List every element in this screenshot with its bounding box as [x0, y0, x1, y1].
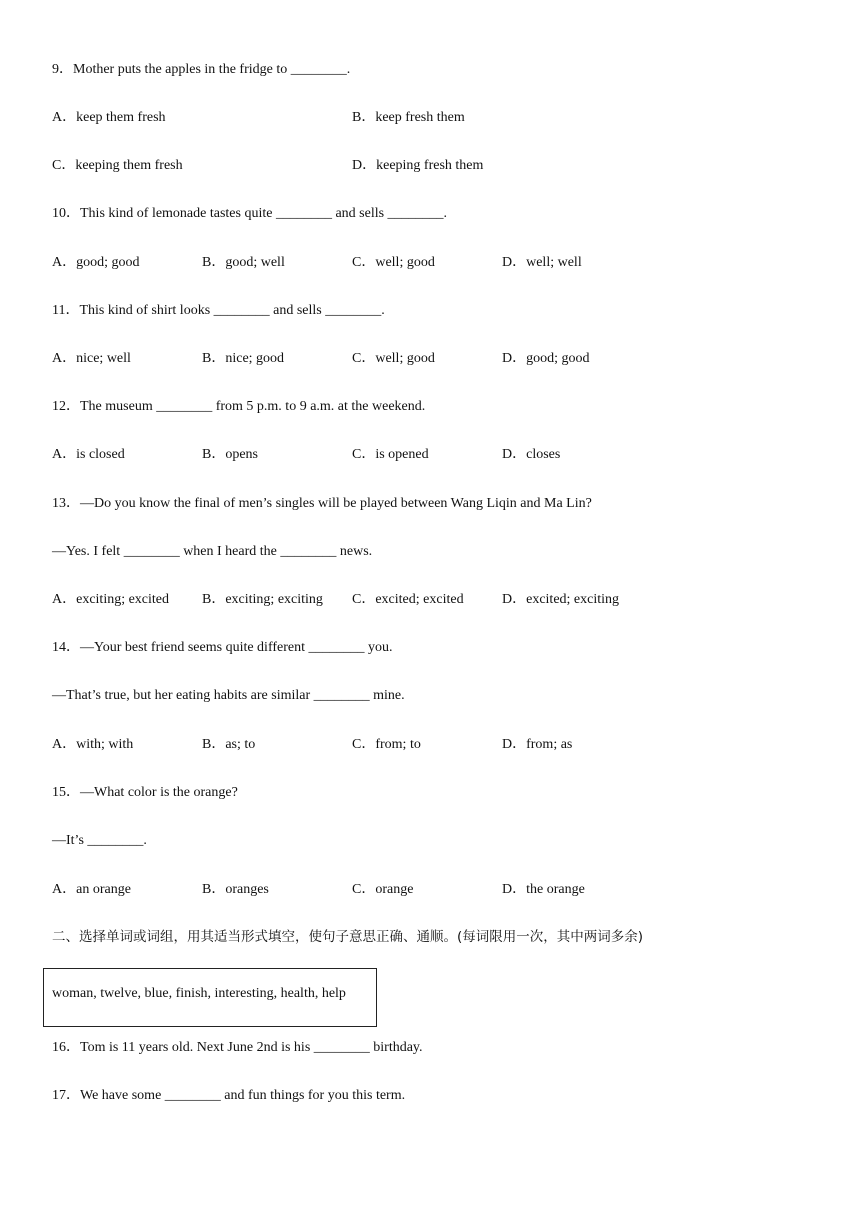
- question-9-option-d: D．keeping fresh them: [352, 158, 484, 173]
- question-14-option-c: C．from; to: [352, 737, 421, 752]
- question-12-option-c: C．is opened: [352, 447, 429, 462]
- question-9-option-c: C．keeping them fresh: [52, 158, 183, 173]
- question-11-option-a: A．nice; well: [52, 351, 131, 366]
- question-14-stem: 14．—Your best friend seems quite different ________ you.: [52, 640, 393, 655]
- question-15-option-b: B．oranges: [202, 882, 269, 897]
- question-14-option-a: A．with; with: [52, 737, 134, 752]
- word-bank-box: [43, 968, 377, 1027]
- question-15-reply: —It’s ________.: [52, 833, 147, 848]
- question-11-option-b: B．nice; good: [202, 351, 285, 366]
- question-11-stem: 11．This kind of shirt looks ________ and sells ________.: [52, 303, 385, 318]
- question-10-stem: 10．This kind of lemonade tastes quite ________ and sells ________.: [52, 206, 448, 221]
- question-13-option-a: A．exciting; excited: [52, 592, 170, 607]
- question-16-stem: 16．Tom is 11 years old. Next June 2nd is his ________ birthday.: [52, 1040, 423, 1055]
- question-10-option-b: B．good; well: [202, 255, 285, 270]
- question-14-option-d: D．from; as: [502, 737, 573, 752]
- question-10-option-d: D．well; well: [502, 255, 582, 270]
- question-15-option-a: A．an orange: [52, 882, 131, 897]
- question-14-reply: —That’s true, but her eating habits are similar ________ mine.: [52, 688, 405, 703]
- question-11-option-d: D．good; good: [502, 351, 590, 366]
- question-14-option-b: B．as; to: [202, 737, 256, 752]
- question-9-option-a: A．keep them fresh: [52, 110, 166, 125]
- question-15-stem: 15．—What color is the orange?: [52, 785, 238, 800]
- question-15-option-d: D．the orange: [502, 882, 585, 897]
- question-10-option-c: C．well; good: [352, 255, 435, 270]
- question-15-option-c: C．orange: [352, 882, 414, 897]
- question-12-option-d: D．closes: [502, 447, 561, 462]
- question-13-option-d: D．excited; exciting: [502, 592, 620, 607]
- question-9-stem: 9．Mother puts the apples in the fridge to ________.: [52, 62, 351, 77]
- question-12-option-a: A．is closed: [52, 447, 125, 462]
- question-12-option-b: B．opens: [202, 447, 258, 462]
- question-13-option-c: C．excited; excited: [352, 592, 464, 607]
- question-10-option-a: A．good; good: [52, 255, 140, 270]
- question-17-stem: 17．We have some ________ and fun things for you this term.: [52, 1088, 406, 1103]
- question-13-reply: —Yes. I felt ________ when I heard the ________ news.: [52, 544, 373, 559]
- question-11-option-c: C．well; good: [352, 351, 435, 366]
- section-2-heading: 二、选择单词或词组，用其适当形式填空，使句子意思正确、通顺。(每词限用一次，其中两词多余): [52, 929, 644, 945]
- question-9-option-b: B．keep fresh them: [352, 110, 465, 125]
- question-13-stem: 13．—Do you know the final of men’s singles will be played between Wang Liqin and Ma Lin?: [52, 496, 592, 511]
- question-12-stem: 12．The museum ________ from 5 p.m. to 9 a.m. at the weekend.: [52, 399, 426, 414]
- question-13-option-b: B．exciting; exciting: [202, 592, 323, 607]
- word-bank-text: woman, twelve, blue, finish, interesting, health, help: [52, 986, 346, 1001]
